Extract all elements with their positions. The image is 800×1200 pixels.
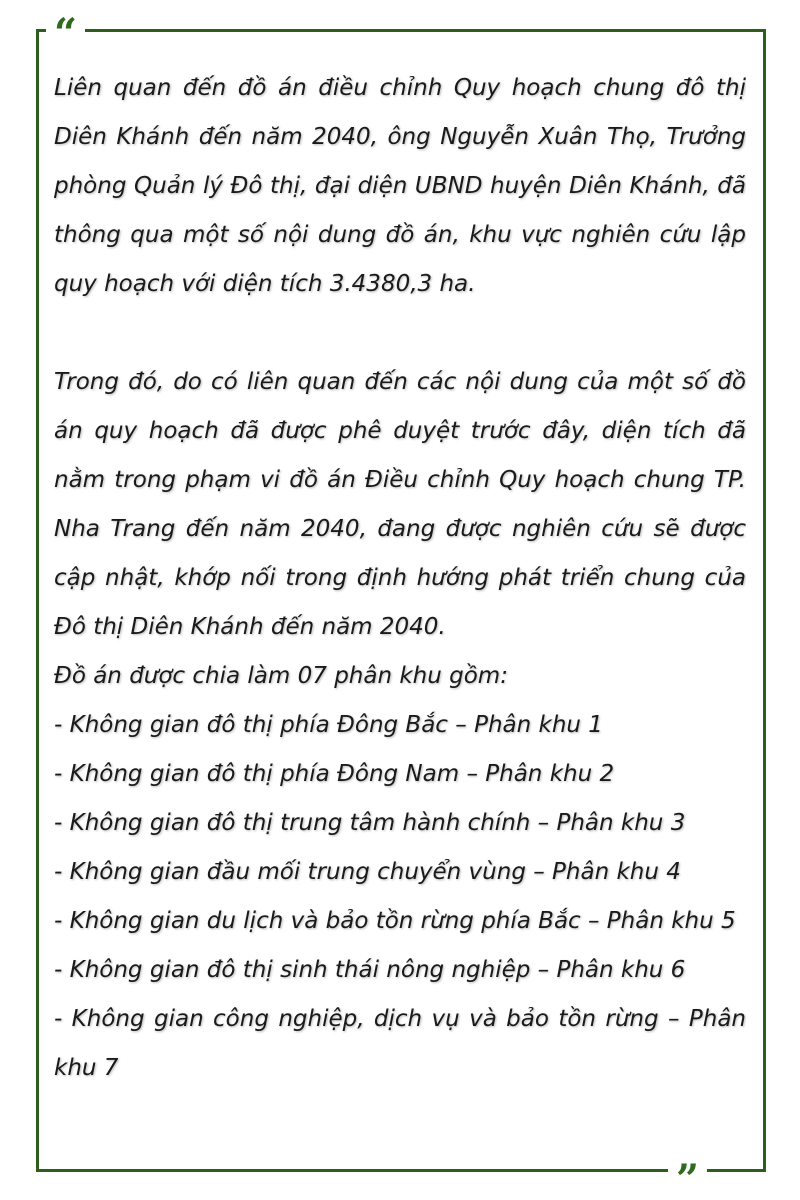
paragraph-planning-scope: Trong đó, do có liên quan đến các nội dung của một số đồ án quy hoạch đã được phê duyệt trước đây, diện tích đã nằm trong phạm vi đồ án Điều chỉnh Quy hoạch chung TP. Nha Trang đến năm 2040, đang được nghiên cứu sẽ được cập nhật, khớp nối trong định hướng phát triển chung của Đô thị Diên Khánh đến năm 2040. bbox=[54, 369, 746, 640]
paragraph-spacer bbox=[54, 309, 746, 358]
paragraph-planning-overview: Liên quan đến đồ án điều chỉnh Quy hoạch chung đô thị Diên Khánh đến năm 2040, ông Nguyễn Xuân Thọ, Trưởng phòng Quản lý Đô thị, đại diện UBND huyện Diên Khánh, đã thông qua một số nội dung đồ án, khu vực nghiên cứu lập quy hoạch với diện tích 3.4380,3 ha. bbox=[54, 75, 746, 297]
zones-intro: Đồ án được chia làm 07 phân khu gồm: bbox=[54, 663, 508, 689]
zone-item: - Không gian đô thị sinh thái nông nghiệp – Phân khu 6 bbox=[54, 957, 686, 983]
zone-item: - Không gian công nghiệp, dịch vụ và bảo tồn rừng – Phân khu 7 bbox=[54, 1006, 746, 1081]
zone-item: - Không gian đô thị trung tâm hành chính – Phân khu 3 bbox=[54, 810, 686, 836]
zone-item: - Không gian đô thị phía Đông Nam – Phân khu 2 bbox=[54, 761, 615, 787]
zone-item: - Không gian đầu mối trung chuyển vùng – Phân khu 4 bbox=[54, 859, 681, 885]
zone-item: - Không gian đô thị phía Đông Bắc – Phân khu 1 bbox=[54, 712, 603, 738]
open-quote-icon: “ bbox=[46, 14, 85, 44]
quote-content bbox=[54, 64, 746, 1156]
zone-item: - Không gian du lịch và bảo tồn rừng phía Bắc – Phân khu 5 bbox=[54, 908, 736, 934]
close-quote-icon: ” bbox=[668, 1160, 707, 1190]
